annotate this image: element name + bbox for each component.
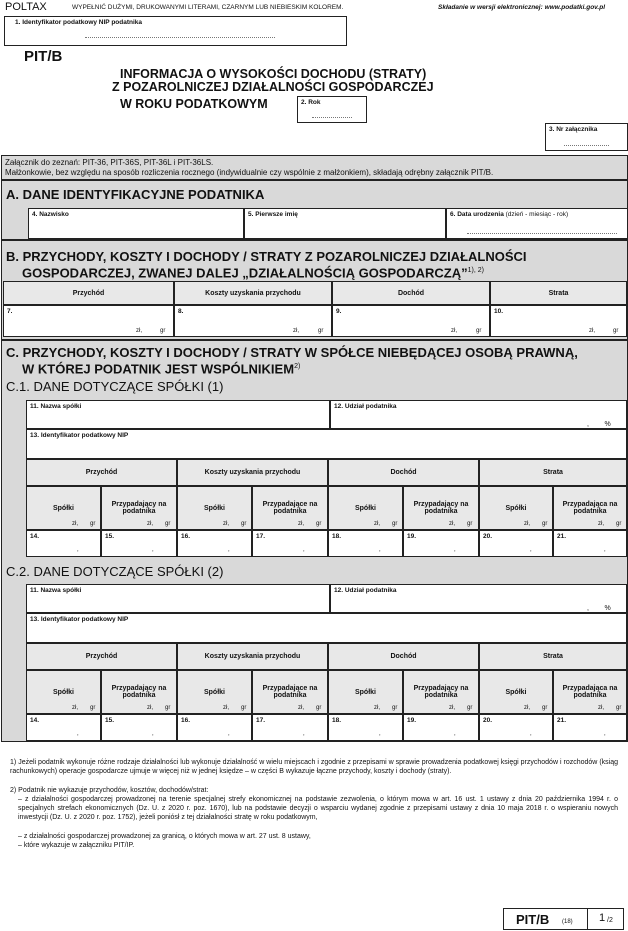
company-2-name-field[interactable]	[26, 584, 330, 613]
company-1-block	[26, 400, 627, 557]
section-a	[1, 180, 628, 240]
c2-gr-4: gr	[392, 705, 398, 711]
c2-field-17[interactable]	[252, 714, 328, 741]
c1-field-14-comma: ,	[77, 547, 79, 553]
c1-field-19-comma: ,	[454, 547, 456, 553]
b-col-header-costs: Koszty uzyskania przychodu	[174, 281, 332, 305]
year-box[interactable]	[297, 96, 367, 123]
c2-field-16[interactable]	[177, 714, 252, 741]
field-9-gr: gr	[476, 328, 482, 334]
field-10-zl: zł,	[589, 328, 595, 334]
footnote-2b: – z działalności gospodarczej prowadzonej za granicą, o których mowa w art. 27 ust. 8 ustawy,	[18, 833, 311, 840]
footer-version: (18)	[562, 919, 573, 925]
c1-zl-1: zł,	[147, 521, 153, 527]
company-1-name-label: 11. Nazwa spółki	[30, 403, 82, 410]
field-10-loss[interactable]	[490, 305, 627, 337]
company-2-percent: , %	[587, 605, 611, 612]
c2-zl-0: zł,	[72, 705, 78, 711]
first-name-label: 5. Pierwsze imię	[248, 211, 298, 218]
c2-field-21-comma: ,	[604, 731, 606, 737]
field-8-number: 8.	[178, 308, 184, 315]
c2-field-15-comma: ,	[152, 731, 154, 737]
c2-field-18-number: 18.	[332, 717, 342, 724]
c2-field-19-comma: ,	[454, 731, 456, 737]
c1-sub-0: Spółki	[26, 486, 101, 530]
c1-group-loss: Strata	[479, 459, 627, 486]
c1-sub-1: Przypadający na podatnika	[101, 486, 177, 530]
field-10-number: 10.	[494, 308, 504, 315]
section-c2-title: C.2. DANE DOTYCZĄCE SPÓŁKI (2)	[6, 564, 224, 579]
c1-gr-5: gr	[467, 521, 473, 527]
c2-zl-6: zł,	[524, 705, 530, 711]
c1-group-costs: Koszty uzyskania przychodu	[177, 459, 328, 486]
section-c-title-sup: 2)	[294, 363, 301, 370]
c1-field-17-number: 17.	[256, 533, 266, 540]
c1-zl-4: zł,	[374, 521, 380, 527]
company-1-name-field[interactable]	[26, 400, 330, 429]
field-7-zl: zł,	[136, 328, 142, 334]
footnote-1: 1) Jeżeli podatnik wykonuje różne rodzaje działalności lub wykonuje działalność w wielu miejscach i zgodnie z przepisami w sprawie prowadzenia podatkowej księgi przychodów i rozchodów (ksiąg rachunkowych) operacje gospodarcze ujmuje w więcej niż w jednej księdze – w części B wykazuje łączne przychody, koszty i dochody (straty).	[10, 759, 618, 775]
brand: POLTAX	[5, 1, 47, 13]
c2-gr-5: gr	[467, 705, 473, 711]
section-c-title-2-text: W KTÓREJ PODATNIK JEST WSPÓLNIKIEM	[22, 361, 295, 377]
form-title-3: W ROKU PODATKOWYM	[120, 97, 268, 111]
c2-gr-3: gr	[316, 705, 322, 711]
c1-field-16-number: 16.	[181, 533, 191, 540]
c2-zl-4: zł,	[374, 705, 380, 711]
c1-field-21-comma: ,	[604, 547, 606, 553]
attachment-number-label: 3. Nr załącznika	[549, 126, 598, 133]
company-2-nip-field[interactable]	[26, 613, 627, 643]
c2-field-19-number: 19.	[407, 717, 417, 724]
c1-zl-2: zł,	[223, 521, 229, 527]
c1-field-20-comma: ,	[530, 547, 532, 553]
c1-field-16-comma: ,	[228, 547, 230, 553]
footnote-2a: – z działalności gospodarczej prowadzonej na terenie specjalnej strefy ekonomicznej na podstawie zezwolenia, o którym mowa w art. 16 ust. 1 ustawy z dnia 20 października 1994 r. o specjalnych strefach ekonomicznych (Dz. U. z 2020 r. poz. 1670), lub na podstawie decyzji o wsparciu wydanej zgodnie z przepisami ustawy z dnia 10 maja 2018 r. o wspieraniu nowych inwestycji (Dz. U. z 2020 r. poz. 1752), jeżeli poniósł z tej działalności stratę w roku podatkowym,	[18, 796, 618, 821]
c1-zl-5: zł,	[449, 521, 455, 527]
birth-date-dots	[467, 233, 617, 234]
electronic-filing: Składanie w wersji elektronicznej: www.podatki.gov.pl	[438, 4, 605, 11]
field-9-number: 9.	[336, 308, 342, 315]
form-title-2: Z POZAROLNICZEJ DZIAŁALNOŚCI GOSPODARCZEJ	[112, 80, 434, 94]
c1-field-20-number: 20.	[483, 533, 493, 540]
c2-gr-0: gr	[90, 705, 96, 711]
section-c-title-2	[22, 360, 300, 376]
section-c1-title: C.1. DANE DOTYCZĄCE SPÓŁKI (1)	[6, 379, 224, 394]
c1-field-21-number: 21.	[557, 533, 567, 540]
attachment-number-box[interactable]	[545, 123, 628, 151]
company-2-nip-label: 13. Identyfikator podatkowy NIP	[30, 616, 129, 623]
c1-field-14-number: 14.	[30, 533, 40, 540]
c2-field-14-comma: ,	[77, 731, 79, 737]
birth-date-label-text: 6. Data urodzenia	[450, 211, 504, 218]
field-8-zl: zł,	[293, 328, 299, 334]
c2-field-18-comma: ,	[379, 731, 381, 737]
c1-group-revenue: Przychód	[26, 459, 177, 486]
c2-sub-1: Przypadający na podatnika	[101, 670, 177, 714]
c2-gr-6: gr	[542, 705, 548, 711]
c2-field-14-number: 14.	[30, 717, 40, 724]
footnote-2c: – które wykazuje w załączniku PIT/IP.	[18, 842, 135, 849]
c2-sub-6: Spółki	[479, 670, 553, 714]
company-1-nip-label: 13. Identyfikator podatkowy NIP	[30, 432, 129, 439]
c2-group-income: Dochód	[328, 643, 479, 670]
c1-sub-6: Spółki	[479, 486, 553, 530]
company-2-block	[26, 584, 627, 741]
c2-field-21[interactable]	[553, 714, 627, 741]
c1-zl-3: zł,	[298, 521, 304, 527]
c1-field-20[interactable]	[479, 530, 553, 557]
c2-zl-7: zł,	[598, 705, 604, 711]
c2-sub-0: Spółki	[26, 670, 101, 714]
c1-field-18[interactable]	[328, 530, 403, 557]
field-10-gr: gr	[613, 328, 619, 334]
c2-field-14[interactable]	[26, 714, 101, 741]
b-col-header-loss: Strata	[490, 281, 627, 305]
field-8-gr: gr	[318, 328, 324, 334]
c2-sub-7: Przypadająca na podatnika	[553, 670, 627, 714]
c1-gr-0: gr	[90, 521, 96, 527]
c2-field-21-number: 21.	[557, 717, 567, 724]
c1-sub-5: Przypadający na podatnika	[403, 486, 479, 530]
company-1-share-label: 12. Udział podatnika	[334, 403, 397, 410]
section-b-title-1: B. PRZYCHODY, KOSZTY I DOCHODY / STRATY Z POZAROLNICZEJ DZIAŁALNOŚCI	[6, 249, 527, 264]
c2-field-15-number: 15.	[105, 717, 115, 724]
c1-field-17[interactable]	[252, 530, 328, 557]
c1-sub-7: Przypadająca na podatnika	[553, 486, 627, 530]
c1-field-16[interactable]	[177, 530, 252, 557]
c1-sub-4: Spółki	[328, 486, 403, 530]
c1-gr-3: gr	[316, 521, 322, 527]
company-1-percent: , %	[587, 421, 611, 428]
intro-line-2: Małżonkowie, bez względu na sposób rozliczenia rocznego (indywidualnie czy wspólnie z małżonkiem), składają odrębny załącznik PIT/B.	[5, 168, 494, 177]
c1-zl-0: zł,	[72, 521, 78, 527]
footer-box	[503, 908, 624, 930]
birth-date-label	[450, 211, 568, 218]
c2-gr-7: gr	[616, 705, 622, 711]
nip-label: 1. Identyfikator podatkowy NIP podatnika	[15, 19, 143, 26]
nip-dots	[85, 37, 275, 38]
c2-gr-1: gr	[165, 705, 171, 711]
section-b-title-2	[22, 264, 484, 280]
c1-field-19[interactable]	[403, 530, 479, 557]
year-label: 2. Rok	[301, 99, 321, 106]
company-2-share-field[interactable]	[330, 584, 627, 613]
instruction: WYPEŁNIĆ DUŻYMI, DRUKOWANYMI LITERAMI, CZARNYM LUB NIEBIESKIM KOLOREM.	[72, 4, 344, 11]
c1-field-15-number: 15.	[105, 533, 115, 540]
field-7-gr: gr	[160, 328, 166, 334]
c1-zl-7: zł,	[598, 521, 604, 527]
c2-gr-2: gr	[241, 705, 247, 711]
field-7-number: 7.	[7, 308, 13, 315]
c1-gr-7: gr	[616, 521, 622, 527]
field-7-revenue[interactable]	[3, 305, 174, 337]
b-col-header-revenue: Przychód	[3, 281, 174, 305]
c1-gr-6: gr	[542, 521, 548, 527]
footer-pages: /2	[607, 917, 613, 924]
c1-zl-6: zł,	[524, 521, 530, 527]
c1-gr-1: gr	[165, 521, 171, 527]
c2-field-17-comma: ,	[303, 731, 305, 737]
company-2-share-label: 12. Udział podatnika	[334, 587, 397, 594]
footer-divider	[587, 909, 588, 929]
field-8-costs[interactable]	[174, 305, 332, 337]
c2-field-15[interactable]	[101, 714, 177, 741]
attachment-dots	[564, 145, 609, 146]
c1-field-19-number: 19.	[407, 533, 417, 540]
company-1-nip-field[interactable]	[26, 429, 627, 459]
c2-sub-3: Przypadające na podatnika	[252, 670, 328, 714]
c2-zl-5: zł,	[449, 705, 455, 711]
c2-field-19[interactable]	[403, 714, 479, 741]
c2-zl-2: zł,	[223, 705, 229, 711]
form-title-1: INFORMACJA O WYSOKOŚCI DOCHODU (STRATY)	[120, 67, 427, 81]
c2-field-16-comma: ,	[228, 731, 230, 737]
year-dots	[312, 117, 352, 118]
c2-field-18[interactable]	[328, 714, 403, 741]
form-code: PIT/B	[24, 48, 63, 65]
c1-field-21[interactable]	[553, 530, 627, 557]
c2-sub-4: Spółki	[328, 670, 403, 714]
birth-date-field[interactable]	[446, 208, 628, 239]
c1-field-18-comma: ,	[379, 547, 381, 553]
c2-group-revenue: Przychód	[26, 643, 177, 670]
intro-line-1: Załącznik do zeznań: PIT-36, PIT-36S, PIT-36L i PIT-36LS.	[5, 158, 214, 167]
surname-label: 4. Nazwisko	[32, 211, 69, 218]
c2-field-20-comma: ,	[530, 731, 532, 737]
c2-field-20-number: 20.	[483, 717, 493, 724]
section-b-title-sup: 1), 2)	[467, 267, 484, 274]
c2-group-loss: Strata	[479, 643, 627, 670]
c1-gr-2: gr	[241, 521, 247, 527]
footer-form-code: PIT/B	[516, 912, 550, 927]
company-1-share-field[interactable]	[330, 400, 627, 429]
c2-field-20[interactable]	[479, 714, 553, 741]
c2-sub-5: Przypadający na podatnika	[403, 670, 479, 714]
section-b-table	[3, 281, 627, 338]
section-a-title: A. DANE IDENTYFIKACYJNE PODATNIKA	[6, 187, 265, 202]
footer-page: 1	[599, 912, 606, 924]
c2-zl-1: zł,	[147, 705, 153, 711]
c1-sub-3: Przypadające na podatnika	[252, 486, 328, 530]
c1-field-17-comma: ,	[303, 547, 305, 553]
c1-sub-2: Spółki	[177, 486, 252, 530]
b-col-header-income: Dochód	[332, 281, 490, 305]
first-name-field[interactable]	[244, 208, 446, 239]
section-c-title-1: C. PRZYCHODY, KOSZTY I DOCHODY / STRATY W SPÓŁCE NIEBĘDĄCEJ OSOBĄ PRAWNĄ,	[6, 345, 578, 360]
c2-field-16-number: 16.	[181, 717, 191, 724]
section-b-title-2-text: GOSPODARCZEJ, ZWANEJ DALEJ „DZIAŁALNOŚCIĄ GOSPODARCZĄ”	[22, 265, 468, 281]
c2-field-17-number: 17.	[256, 717, 266, 724]
birth-date-hint: (dzień - miesiąc - rok)	[505, 211, 569, 218]
c1-group-income: Dochód	[328, 459, 479, 486]
c2-zl-3: zł,	[298, 705, 304, 711]
c1-field-14[interactable]	[26, 530, 101, 557]
c2-group-costs: Koszty uzyskania przychodu	[177, 643, 328, 670]
c2-sub-2: Spółki	[177, 670, 252, 714]
c1-field-15[interactable]	[101, 530, 177, 557]
intro-box	[1, 155, 628, 180]
c1-gr-4: gr	[392, 521, 398, 527]
footnote-2: 2) Podatnik nie wykazuje przychodów, kosztów, dochodów/strat:	[10, 787, 209, 794]
c1-field-18-number: 18.	[332, 533, 342, 540]
field-9-income[interactable]	[332, 305, 490, 337]
company-2-name-label: 11. Nazwa spółki	[30, 587, 82, 594]
surname-field[interactable]	[28, 208, 244, 239]
field-9-zl: zł,	[451, 328, 457, 334]
c1-field-15-comma: ,	[152, 547, 154, 553]
nip-box[interactable]	[4, 16, 347, 46]
